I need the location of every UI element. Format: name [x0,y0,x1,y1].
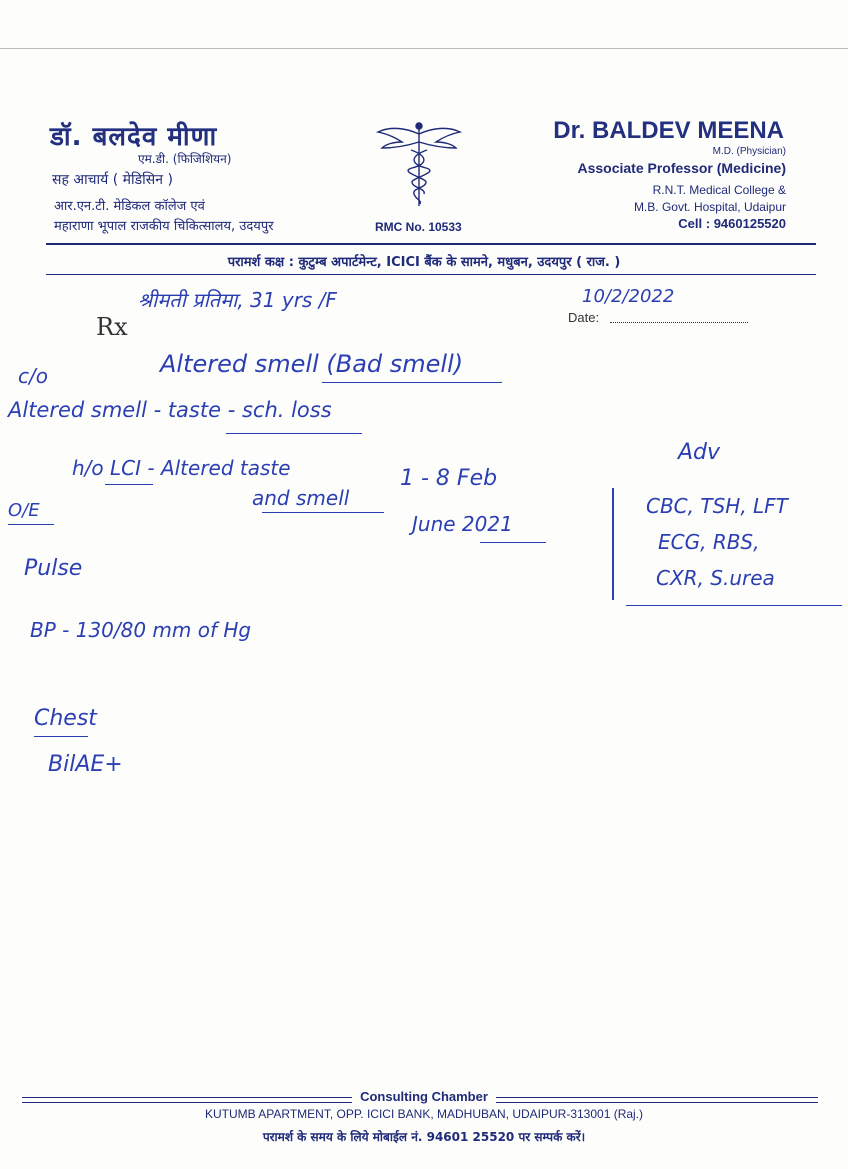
underline-since [480,542,546,543]
position-english: Associate Professor (Medicine) [577,160,786,176]
college-english-line2: M.B. Govt. Hospital, Udaipur [633,200,786,214]
underline-altered [226,433,362,434]
history-altered: Altered smell - taste - sch. loss [8,398,332,422]
advice-item: CBC, TSH, LFT [646,494,788,518]
advice-item: ECG, RBS, [658,530,760,554]
rx-symbol: Rx [96,313,128,341]
college-hindi-line2: महाराणा भूपाल राजकीय चिकित्सालय, उदयपुर [54,219,274,234]
chief-complaint: Altered smell (Bad smell) [160,350,464,378]
top-fold-line [0,48,848,49]
underline-smell [262,512,384,513]
footer-contact: परामर्श के समय के लिये मोबाईल नं. 94601 25520 पर सम्पर्क करें। [262,1130,586,1144]
doctor-name-english: Dr. BALDEV MEENA [553,117,784,144]
college-hindi-line1: आर.एन.टी. मेडिकल कॉलेज एवं [54,199,205,214]
footer-rule-right [496,1097,818,1103]
degree-english: M.D. (Physician) [712,146,786,157]
date-label: Date: [568,310,600,325]
advice-bracket [612,488,614,600]
chest-finding: BilAE+ [48,752,123,777]
advice-item: CXR, S.urea [656,566,775,590]
date-value: 10/2/2022 [582,286,675,307]
bp-reading: BP - 130/80 mm of Hg [30,618,252,642]
position-hindi: सह आचार्य ( मेडिसिन ) [52,172,173,188]
underline-cc [322,382,502,383]
complaint-label: c/o [18,364,48,388]
degree-hindi: एम.डी. (फिजिशियन) [138,152,232,166]
underline-hio [105,484,153,485]
underline-chest [34,736,88,737]
history-hio-line1: h/o LCI - Altered taste [72,456,291,480]
footer-title: Consulting Chamber [360,1089,488,1104]
patient-name: श्रीमती प्रतिमा, 31 yrs /F [138,288,337,312]
exam-label: O/E [8,500,40,521]
since-line2: June 2021 [412,512,513,536]
doctor-name-hindi: डॉ. बलदेव मीणा [50,122,218,152]
cell-number: Cell : 9460125520 [678,216,786,231]
chamber-address: परामर्श कक्ष : कुटुम्ब अपार्टमेन्ट, ICICI बैंक के सामने, मधुबन, उदयपुर ( राज. ) [227,255,621,270]
date-dotted-line [610,310,748,323]
history-hio-line2: and smell [252,486,350,510]
footer-address: KUTUMB APARTMENT, OPP. ICICI BANK, MADHUBAN, UDAIPUR-313001 (Raj.) [204,1107,644,1121]
advice-heading: Adv [678,440,721,465]
pulse-reading: Pulse [24,556,83,581]
header-rule-bottom [46,274,816,275]
header-rule-top [46,243,816,245]
caduceus-logo [376,120,462,210]
chest-label: Chest [34,706,97,731]
rmc-number: RMC No. 10533 [375,220,462,234]
since-line1: 1 - 8 Feb [400,466,498,491]
underline-oe [8,524,54,525]
underline-advice [626,605,842,606]
college-english-line1: R.N.T. Medical College & [652,183,786,197]
